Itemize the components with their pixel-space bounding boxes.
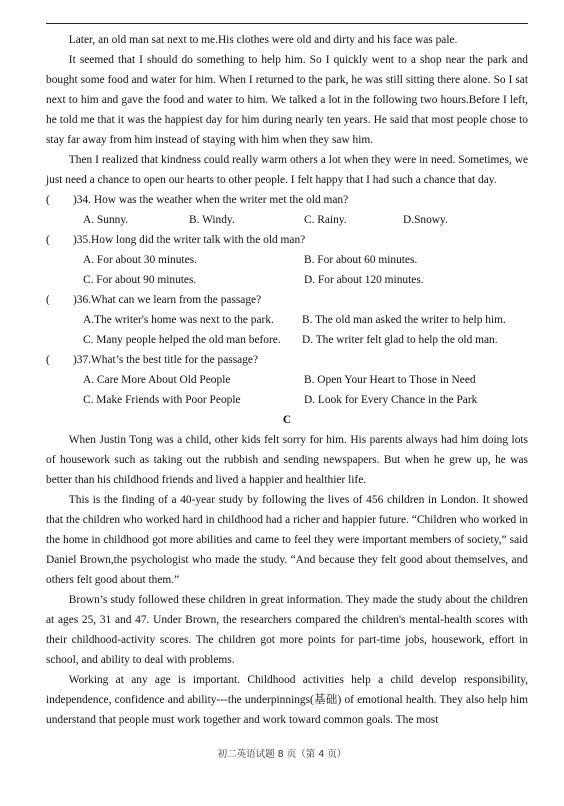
section-heading-c: C xyxy=(282,414,292,426)
option-d: D.Snowy. xyxy=(403,214,448,226)
question-34-options xyxy=(46,210,528,230)
page-footer: 初二英语试题 8 页（第 4 页） xyxy=(217,749,347,760)
option-c: C. For about 90 minutes. xyxy=(83,274,197,286)
answer-blank-open[interactable]: ( xyxy=(46,354,50,366)
question-36-options-row-1 xyxy=(46,310,528,330)
question-35-options-row-2 xyxy=(46,270,528,290)
option-c: C. Rainy. xyxy=(304,214,347,226)
passage-b-paragraph-1: Later, an old man sat next to me.His clothes were old and dirty and his face was pale. xyxy=(68,34,458,46)
answer-blank-open[interactable]: ( xyxy=(46,294,50,306)
option-a: A. For about 30 minutes. xyxy=(83,254,197,266)
option-d: D. Look for Every Chance in the Park xyxy=(304,394,478,406)
header-rule xyxy=(46,23,528,24)
option-a: A.The writer's home was next to the park. xyxy=(83,314,274,326)
question-36-stem: )36.What can we learn from the passage? xyxy=(73,294,262,306)
option-d: D. For about 120 minutes. xyxy=(304,274,424,286)
option-d: D. The writer felt glad to help the old man. xyxy=(302,334,498,346)
question-36 xyxy=(46,290,528,310)
answer-blank-open[interactable]: ( xyxy=(46,194,50,206)
option-b: B. Open Your Heart to Those in Need xyxy=(304,374,476,386)
option-b: B. Windy. xyxy=(189,214,235,226)
option-c: C. Make Friends with Poor People xyxy=(83,394,241,406)
passage-c-paragraph-1: When Justin Tong was a child, other kids felt sorry for him. His parents always had him doing lots of housework such as taking out the rubbish and sending newspapers. But when he grew up, he was better than his childhood friends and lived a happier and healthier life. xyxy=(46,434,528,486)
question-35-stem: )35.How long did the writer talk with the old man? xyxy=(73,234,306,246)
passage-c-paragraph-4: Working at any age is important. Childhood activities help a child develop responsibility, independence, confidence and ability---the underpinnings(基础) of emotional health. They also help him understand that people must work together and work toward common goals. The most xyxy=(46,674,528,726)
question-36-options-row-2 xyxy=(46,330,528,350)
exam-page-content xyxy=(46,30,528,730)
passage-b-paragraph-2: It seemed that I should do something to help him. So I quickly went to a shop near the park and bought some food and water for him. When I returned to the park, he was still sitting there alone. So I sat next to him and gave the food and water to him. We talked a lot in the following two hours.Before I left, he told me that it was the happiest day for him during nearly ten years. He said that most people chose to stay far away from him instead of staying with him when they saw him. xyxy=(46,54,528,146)
option-a: A. Sunny. xyxy=(83,214,129,226)
question-34-stem: )34. How was the weather when the writer met the old man? xyxy=(73,194,349,206)
question-37 xyxy=(46,350,528,370)
answer-blank-open[interactable]: ( xyxy=(46,234,50,246)
passage-c-paragraph-3: Brown’s study followed these children in great information. They made the study about the children at ages 25, 31 and 47. Under Brown, the researchers compared the children's mental-health scores with their childhood-activity scores. The children got more points for part-time jobs, housework, effort in school, and ability to deal with problems. xyxy=(46,594,528,666)
question-35 xyxy=(46,230,528,250)
question-37-stem: )37.What’s the best title for the passage? xyxy=(73,354,259,366)
option-b: B. For about 60 minutes. xyxy=(304,254,418,266)
passage-b-paragraph-3: Then I realized that kindness could really warm others a lot when they were in need. Sometimes, we just need a chance to open our hearts to other people. I felt happy that I had such a chance that day. xyxy=(46,154,528,186)
option-b: B. The old man asked the writer to help him. xyxy=(302,314,506,326)
option-c: C. Many people helped the old man before. xyxy=(83,334,281,346)
question-37-options-row-1 xyxy=(46,370,528,390)
question-34 xyxy=(46,190,528,210)
option-a: A. Care More About Old People xyxy=(83,374,231,386)
question-37-options-row-2 xyxy=(46,390,528,410)
passage-c-paragraph-2: This is the finding of a 40-year study by following the lives of 456 children in London. It showed that the children who worked hard in childhood had a richer and happier future. “Children who worked in the home in childhood got more abilities and came to feel they were important members of society,” said Daniel Brown,the psychologist who made the study. “And because they felt good about themselves, and others felt good about them.” xyxy=(46,494,528,586)
question-35-options-row-1 xyxy=(46,250,528,270)
